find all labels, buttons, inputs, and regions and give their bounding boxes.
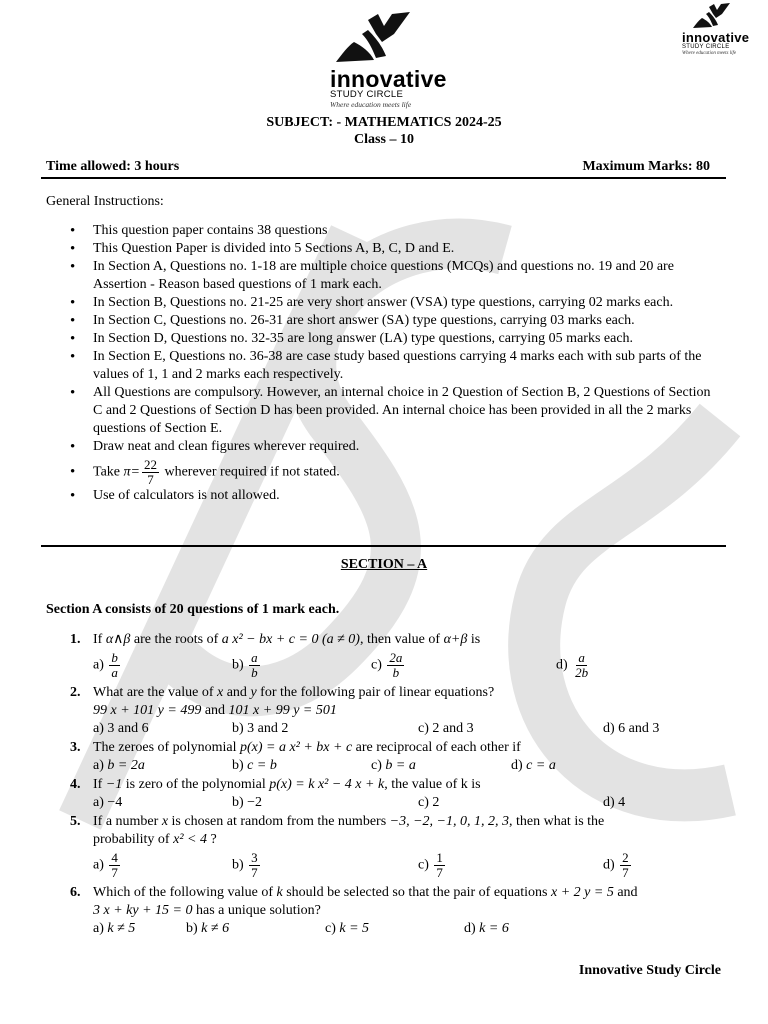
brand-logo-small [682,3,754,57]
option-a[interactable] [93,920,135,938]
brand-logo [330,12,454,109]
question-text [93,884,720,902]
denominator: 7 [436,865,443,880]
q4-zero: −1 [105,777,123,792]
question-3 [70,739,720,775]
brand-sub: STUDY CIRCLE [330,89,404,100]
q5-numbers: −3, −2, −1, 0, 1, 2, 3 [389,814,509,829]
q2-equation-1: 99 x + 101 y = 499 [93,703,202,718]
time-allowed: Time allowed: 3 hours [46,159,180,174]
header-divider [41,177,726,179]
instruction-item: • All Questions are compulsory. However, an internal choice in 2 Question of Section B, 2 Questions of Section C and 2 Questions of Section D has been provided. An internal choice has been provided in all the 2 marks questions of Section E. [70,384,718,438]
section-title: SECTION – A [340,557,428,572]
option-label: d) [556,657,568,673]
denominator: 7 [251,865,258,880]
q2-text: What are the value of [93,685,217,700]
q1-text: is [467,632,481,647]
bird-logo-icon [332,12,412,68]
option-c[interactable] [371,651,406,680]
question-text-line-2 [93,902,720,920]
option-b[interactable] [232,757,277,775]
option-value: k ≠ 6 [201,921,230,936]
q1-text: If [93,632,106,647]
instruction-item: • In Section A, Questions no. 1-18 are multiple choice questions (MCQs) and questions no. 19 and 20 are Assertion - Reason based questions of 1 mark each. [70,258,718,294]
option-value: k = 6 [479,921,509,936]
options [93,720,720,738]
q1-roots: α∧β [105,632,131,647]
option-label: d) [511,758,527,773]
option-label: c) [325,921,340,936]
option-label: b) [232,857,244,873]
denominator: a [111,665,118,680]
q2-equation-2: 101 x + 99 y = 501 [228,703,337,718]
option-value: c = a [526,758,556,773]
instructions-heading: General Instructions: [46,194,164,209]
option-label: a) [93,758,108,773]
q6-var: k [276,885,283,900]
option-d[interactable]: d) 4 [603,795,626,810]
instruction-item: • In Section B, Questions no. 21-25 are very short answer (VSA) type questions, carrying 02 marks each. [70,294,718,312]
option-c[interactable] [371,757,416,775]
denominator: 7 [622,865,629,880]
q6-equation-2: 3 x + ky + 15 = 0 [93,903,193,918]
pi-suffix: wherever required if not stated. [160,464,340,480]
option-c[interactable] [418,851,447,880]
question-number: 6. [70,885,81,900]
section-divider [41,545,726,547]
q2-var: y [250,685,257,700]
q6-text: should be selected so that the pair of equations [282,885,551,900]
question-number: 2. [70,685,81,700]
question-text [93,739,720,757]
instruction-item: • In Section D, Questions no. 32-35 are long answer (LA) type questions, carrying 05 marks each. [70,330,718,348]
option-value: b = 2a [107,758,145,773]
options [93,920,720,938]
option-value: k ≠ 5 [107,921,136,936]
q5-var: x [161,814,169,829]
q4-text: If [93,777,106,792]
q1-text: , then value of [359,632,444,647]
q1-sum: α+β [443,632,468,647]
q3-text: are reciprocal of each other if [352,740,521,755]
q5-text: , then what is the [509,814,605,829]
q2-text: and [223,685,251,700]
maximum-marks: Maximum Marks: 80 [582,159,710,174]
option-fraction [387,651,404,680]
question-text [93,813,720,831]
instruction-item: • Draw neat and clean figures wherever required. [70,438,718,456]
numerator: 3 [251,850,258,865]
option-c[interactable]: c) 2 and 3 [418,721,474,736]
q3-polynomial: p(x) = a x² + bx + c [239,740,353,755]
option-fraction [573,651,590,680]
option-a[interactable]: a) 3 and 6 [93,721,149,736]
q5-text: probability of [93,832,174,847]
option-fraction [109,651,120,680]
brand-tagline-small: Where education meets life [682,51,737,56]
option-a[interactable] [93,651,122,680]
q1-equation: a x² − bx + c = 0 (a ≠ 0) [221,632,360,647]
question-2 [70,684,720,738]
instruction-item: • In Section C, Questions no. 26-31 are short answer (SA) type questions, carrying 03 marks each. [70,312,718,330]
numerator: a [578,650,585,665]
option-a[interactable]: a) −4 [93,795,123,810]
option-label: b) [232,657,244,673]
option-d[interactable] [556,651,592,680]
question-number: 1. [70,632,81,647]
question-equations [93,702,720,720]
q6-text: Which of the following value of [93,885,277,900]
numerator: 1 [436,850,443,865]
question-number: 3. [70,740,81,755]
question-text-line-2 [93,831,720,849]
class-title: Class – 10 [354,132,414,147]
option-a[interactable] [93,851,122,880]
numerator: 2 [622,850,629,865]
brand-sub-small: STUDY CIRCLE [682,44,730,50]
question-4 [70,776,720,812]
option-b[interactable] [232,851,262,880]
options [93,851,720,885]
option-fraction [620,851,631,880]
brand-tagline: Where education meets life [330,100,412,109]
option-fraction [434,851,445,880]
question-6 [70,884,720,938]
option-label: c) [371,758,386,773]
option-d[interactable] [464,920,509,938]
q1-text: are the roots of [130,632,222,647]
question-number: 4. [70,777,81,792]
q4-text: , the value of k is [384,777,481,792]
option-label: c) [418,857,429,873]
option-label: b) [186,921,202,936]
numerator: 4 [111,850,118,865]
q6-text: has a unique solution? [192,903,321,918]
subject-title: SUBJECT: - MATHEMATICS 2024-25 [266,115,502,130]
denominator: b [392,665,400,680]
denominator: 2b [575,665,589,680]
option-b[interactable]: b) −2 [232,795,263,810]
q4-text: is zero of the polynomial [122,777,270,792]
instruction-item: • This question paper contains 38 questions [70,222,718,240]
instruction-item: • This Question Paper is divided into 5 Sections A, B, C, D and E. [70,240,718,258]
q6-text: and [613,885,638,900]
option-label: b) [232,758,248,773]
option-fraction [249,651,260,680]
option-label: a) [93,921,108,936]
option-label: d) [464,921,480,936]
options [93,651,720,683]
numerator: a [251,650,258,665]
question-text [93,684,720,702]
options [93,757,720,775]
q5-text: is chosen at random from the numbers [168,814,390,829]
option-label: a) [93,857,104,873]
question-text [93,776,720,794]
question-number: 5. [70,814,81,829]
pi-symbol: π= [123,464,140,480]
pi-denominator: 7 [147,472,154,487]
option-label: a) [93,657,104,673]
option-value: k = 5 [339,921,370,936]
option-label: d) [603,857,615,873]
option-c[interactable] [325,920,369,938]
question-5 [70,813,720,885]
instruction-item: • Use of calculators is not allowed. [70,487,718,505]
numerator: b [111,650,118,665]
q3-text: The zeroes of polynomial [93,740,240,755]
q5-text: If a number [93,814,162,829]
brand-name-small: innovative [682,30,750,45]
numerator: 2a [389,650,403,665]
q5-condition: x² < 4 [173,832,207,847]
pi-prefix: Take [93,464,124,480]
instruction-item-pi [70,458,718,487]
bird-logo-small-icon [690,3,732,31]
option-b[interactable]: b) 3 and 2 [232,721,289,736]
instructions-list [70,222,718,505]
q4-polynomial: p(x) = k x² − 4 x + k [269,777,385,792]
q6-equation-1: x + 2 y = 5 [551,885,614,900]
footer-brand: Innovative Study Circle [578,963,721,978]
pi-numerator: 22 [143,457,157,472]
q2-text: for the following pair of linear equations? [256,685,495,700]
option-fraction [249,851,260,880]
option-value: c = b [247,758,277,773]
question-text [93,631,720,649]
question-1 [70,631,720,683]
option-b[interactable] [232,651,262,680]
option-d[interactable] [603,851,633,880]
option-d[interactable] [511,757,556,775]
pi-fraction [142,458,159,487]
denominator: 7 [111,865,118,880]
brand-name: innovative [330,66,447,92]
q2-var: x [217,685,224,700]
option-d[interactable]: d) 6 and 3 [603,721,660,736]
option-b[interactable] [186,920,229,938]
option-value: b = a [385,758,416,773]
option-c[interactable]: c) 2 [418,795,440,810]
option-fraction [109,851,120,880]
instruction-item: • In Section E, Questions no. 36-38 are case study based questions carrying 4 marks each with sub parts of the values of 1, 1 and 2 marks each respectively. [70,348,718,384]
option-a[interactable] [93,757,145,775]
section-description: Section A consists of 20 questions of 1 mark each. [46,602,340,617]
q5-text: ? [206,832,217,847]
options [93,794,720,812]
option-label: c) [371,657,382,673]
denominator: b [251,665,258,680]
q2-text: and [201,703,229,718]
